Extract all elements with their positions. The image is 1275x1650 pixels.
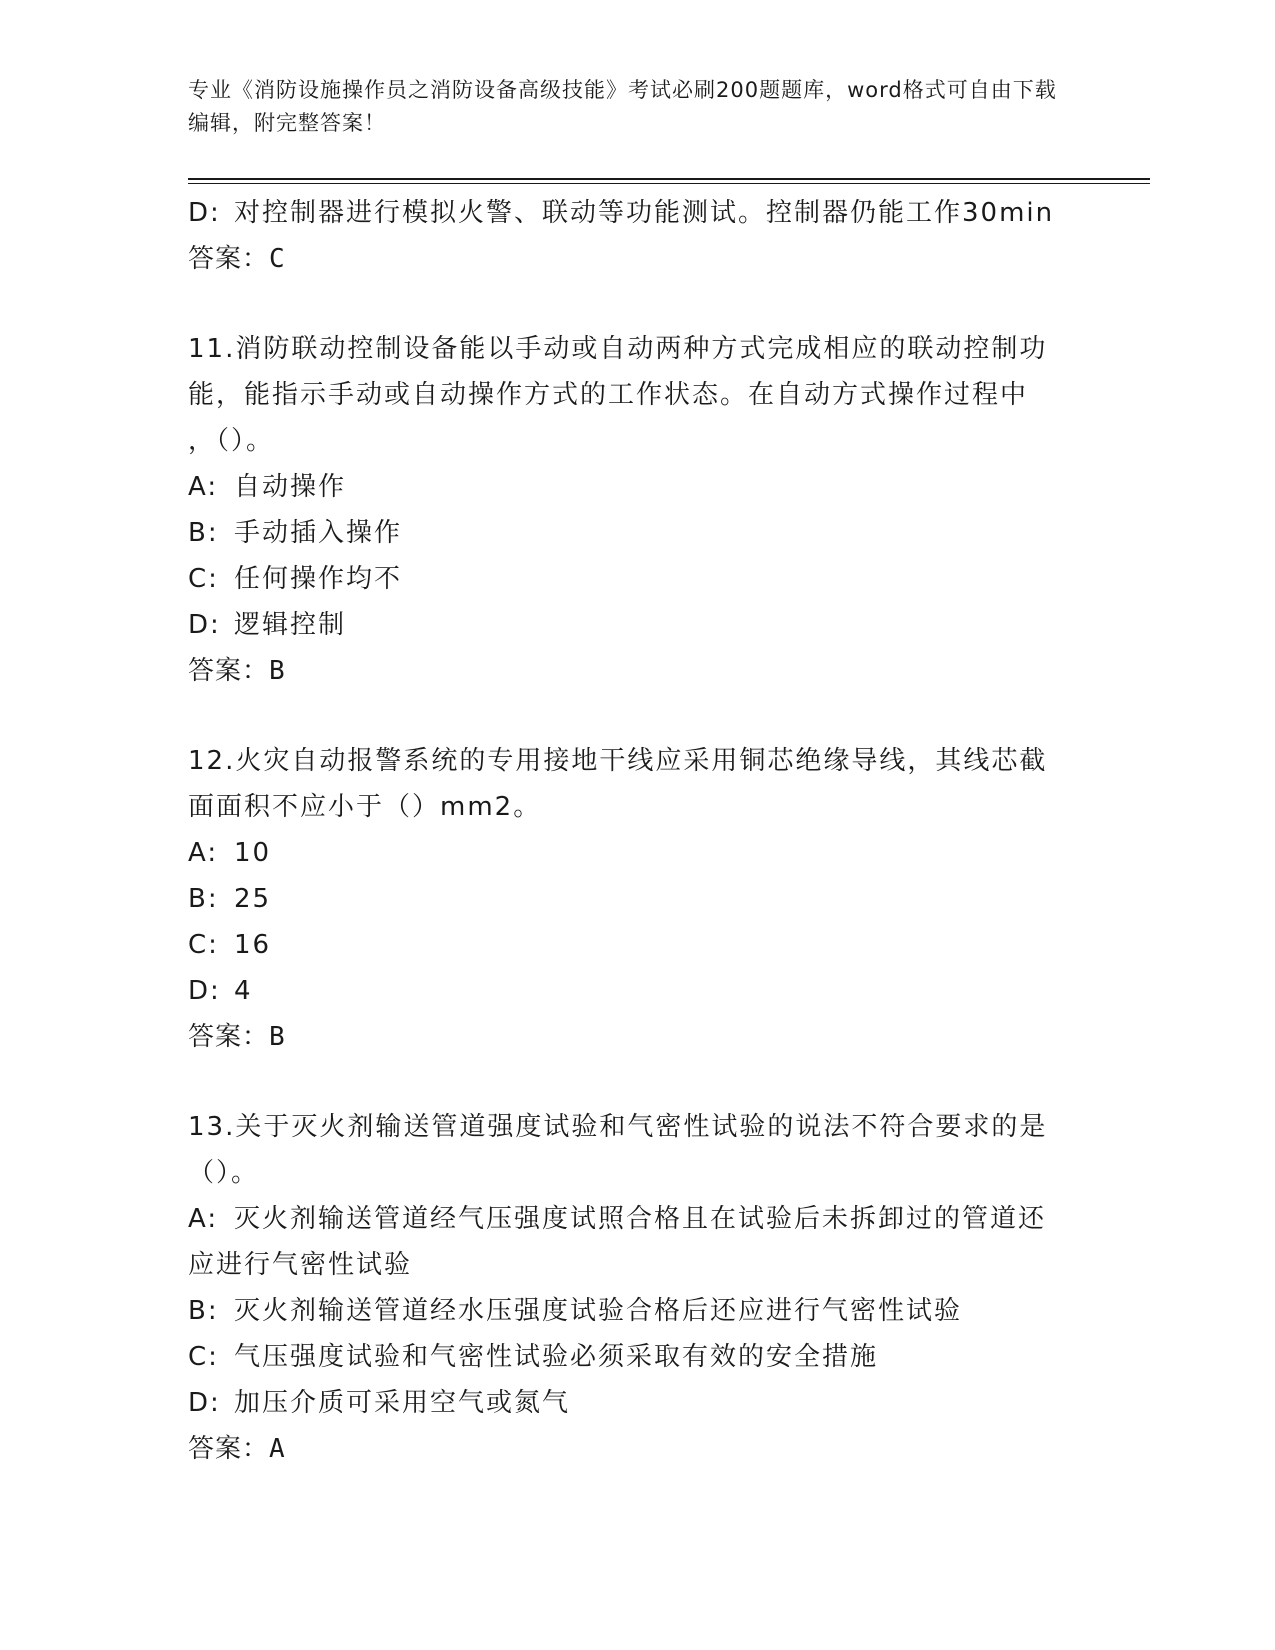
option-label: C: bbox=[188, 564, 219, 594]
spacer bbox=[188, 282, 1078, 326]
option-a bbox=[188, 830, 1078, 876]
option-label: A: bbox=[188, 472, 219, 502]
spacer bbox=[188, 694, 1078, 738]
option-text: 任何操作均不 bbox=[234, 564, 403, 594]
question-stem bbox=[188, 738, 1078, 830]
question-answer: 答案：B bbox=[188, 1022, 286, 1052]
option-text: 灭火剂输送管道经水压强度试验合格后还应进行气密性试验 bbox=[234, 1296, 963, 1326]
option-text: 逻辑控制 bbox=[234, 610, 347, 640]
document-header: 专业《消防设施操作员之消防设备高级技能》考试必刷200题题库，word格式可自由下载编辑，附完整答案！ bbox=[188, 78, 1057, 135]
option-text: 4 bbox=[234, 976, 253, 1006]
spacer bbox=[188, 1060, 1078, 1104]
stem-line-2: （）。 bbox=[188, 1158, 260, 1188]
question-stem bbox=[188, 326, 1078, 464]
option-text: 加压介质可采用空气或氮气 bbox=[234, 1388, 571, 1418]
option-c bbox=[188, 1334, 1078, 1380]
question-content bbox=[188, 190, 1078, 1472]
question-13 bbox=[188, 1104, 1078, 1472]
option-label: A: bbox=[188, 1204, 219, 1234]
option-text-part-1: 灭火剂输送管道经气压强度试照合格且在试验后未拆卸过的管道还 bbox=[234, 1204, 1047, 1234]
stem-line-2: 面面积不应小于（）mm2。 bbox=[188, 792, 542, 822]
header-divider-thick bbox=[188, 178, 1150, 180]
option-text: 10 bbox=[234, 838, 272, 868]
option-d bbox=[188, 1380, 1078, 1426]
question-answer: 答案：B bbox=[188, 656, 286, 686]
option-text: 16 bbox=[234, 930, 272, 960]
option-label: C: bbox=[188, 1342, 219, 1372]
option-b bbox=[188, 510, 1078, 556]
header-divider-thin bbox=[188, 183, 1150, 184]
option-text: 对控制器进行模拟火警、联动等功能测试。控制器仍能工作30min bbox=[234, 198, 1055, 228]
option-label: B: bbox=[188, 1296, 219, 1326]
option-a-line-1 bbox=[188, 1196, 1078, 1242]
question-answer: 答案：A bbox=[188, 1434, 286, 1464]
option-label: D: bbox=[188, 610, 221, 640]
stem-line-3: ，（）。 bbox=[188, 426, 275, 456]
option-b bbox=[188, 876, 1078, 922]
option-label: D: bbox=[188, 198, 221, 228]
option-b bbox=[188, 1288, 1078, 1334]
stem-line-1: 13.关于灭火剂输送管道强度试验和气密性试验的说法不符合要求的是 bbox=[188, 1112, 1048, 1142]
question-12 bbox=[188, 738, 1078, 1060]
option-text: 手动插入操作 bbox=[234, 518, 403, 548]
prev-question-option-d bbox=[188, 190, 1078, 236]
prev-question-answer: 答案：C bbox=[188, 244, 286, 274]
stem-line-1: 12.火灾自动报警系统的专用接地干线应采用铜芯绝缘导线，其线芯截 bbox=[188, 746, 1048, 776]
option-label: B: bbox=[188, 518, 219, 548]
option-label: B: bbox=[188, 884, 219, 914]
option-a bbox=[188, 464, 1078, 510]
option-label: D: bbox=[188, 976, 221, 1006]
option-a-line-2: 应进行气密性试验 bbox=[188, 1250, 413, 1280]
option-label: C: bbox=[188, 930, 219, 960]
option-text: 气压强度试验和气密性试验必须采取有效的安全措施 bbox=[234, 1342, 879, 1372]
question-stem bbox=[188, 1104, 1078, 1196]
option-text: 25 bbox=[234, 884, 272, 914]
question-11 bbox=[188, 326, 1078, 694]
option-c bbox=[188, 922, 1078, 968]
option-d bbox=[188, 602, 1078, 648]
option-d bbox=[188, 968, 1078, 1014]
stem-line-2: 能，能指示手动或自动操作方式的工作状态。在自动方式操作过程中 bbox=[188, 380, 1029, 410]
option-label: D: bbox=[188, 1388, 221, 1418]
option-c bbox=[188, 556, 1078, 602]
option-label: A: bbox=[188, 838, 219, 868]
stem-line-1: 11.消防联动控制设备能以手动或自动两种方式完成相应的联动控制功 bbox=[188, 334, 1048, 364]
option-text: 自动操作 bbox=[234, 472, 347, 502]
